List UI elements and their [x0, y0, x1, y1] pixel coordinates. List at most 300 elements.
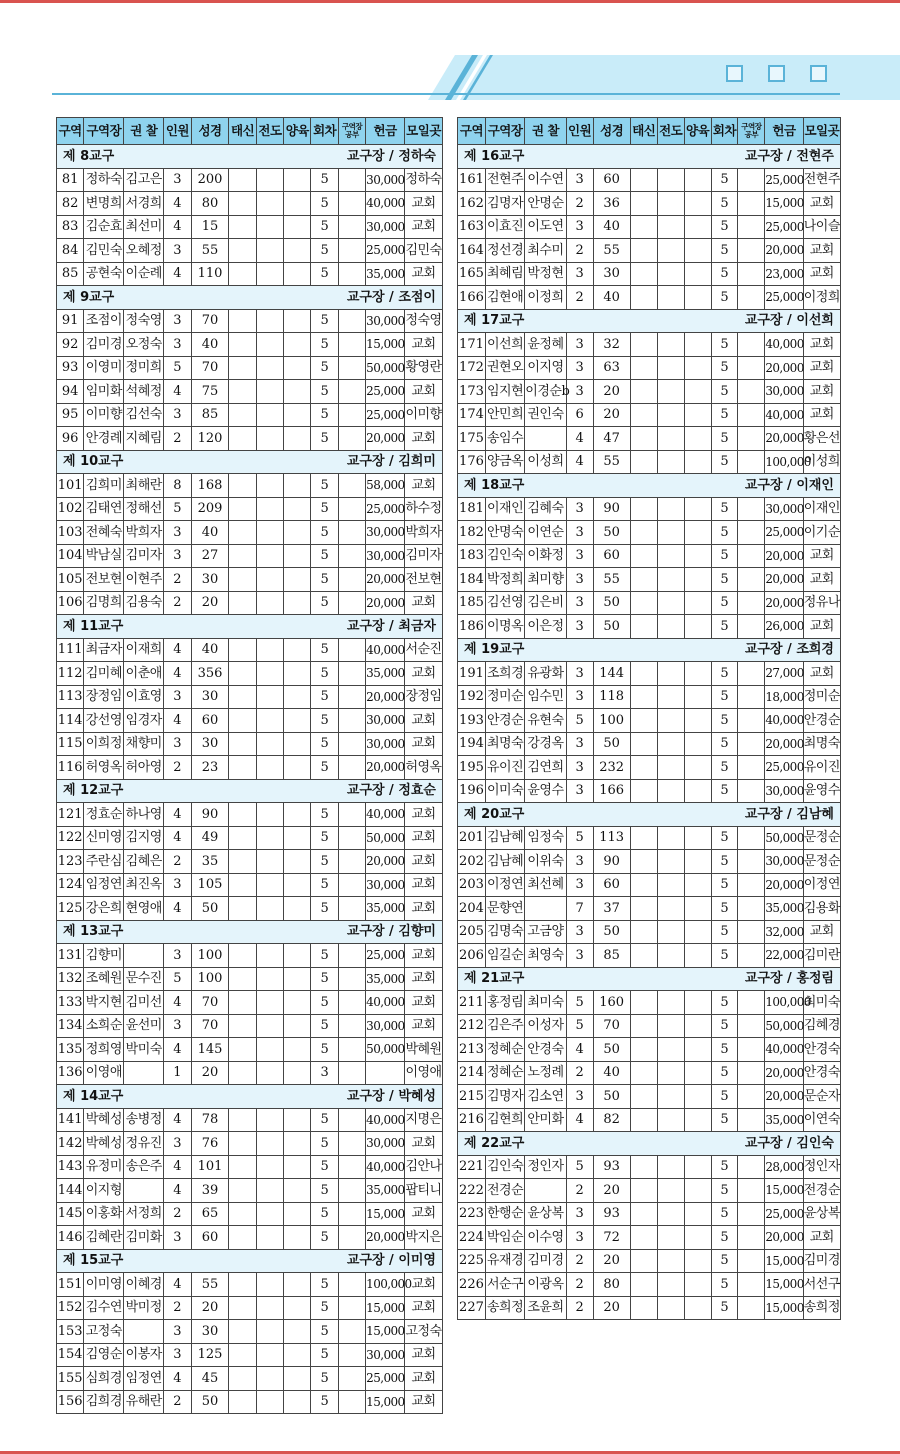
cell-district-no: 215 — [458, 1085, 486, 1109]
cell-nurture — [684, 897, 711, 921]
cell-district-leader: 김미경 — [84, 333, 124, 357]
table-row — [57, 638, 443, 662]
cell-sessions: 5 — [311, 1155, 338, 1179]
table-row — [57, 262, 443, 286]
cell-sessions: 5 — [711, 779, 738, 803]
cell-meeting-place: 나이슬 — [803, 215, 840, 239]
cell-nurture — [284, 1179, 311, 1203]
cell-leader-study — [338, 1343, 365, 1367]
cell-offering: 30,000 — [765, 497, 803, 521]
cell-evangelism — [256, 991, 283, 1015]
cell-prospect — [229, 1179, 256, 1203]
cell-district-no: 85 — [57, 262, 84, 286]
cell-nurture — [684, 403, 711, 427]
cell-exhorter: 강경옥 — [525, 732, 566, 756]
cell-offering: 20,000 — [765, 239, 803, 263]
cell-sessions: 5 — [311, 521, 338, 545]
cell-prospect — [229, 967, 256, 991]
cell-evangelism — [256, 309, 283, 333]
cell-members: 3 — [164, 403, 191, 427]
cell-exhorter: 지혜림 — [124, 427, 164, 451]
cell-bible: 20 — [191, 591, 229, 615]
cell-meeting-place: 교회 — [405, 262, 443, 286]
cell-sessions: 5 — [711, 1249, 738, 1273]
cell-sessions: 5 — [311, 991, 338, 1015]
cell-prospect — [229, 168, 256, 192]
cell-members: 4 — [164, 826, 191, 850]
cell-leader-study — [738, 568, 765, 592]
cell-district-no: 135 — [57, 1038, 84, 1062]
cell-leader-study — [738, 1085, 765, 1109]
cell-prospect — [229, 850, 256, 874]
table-row — [57, 215, 443, 239]
cell-evangelism — [657, 286, 684, 310]
cell-offering: 100,000 — [366, 1273, 405, 1297]
cell-members: 5 — [566, 709, 593, 733]
cell-meeting-place: 김미자 — [405, 544, 443, 568]
cell-prospect — [229, 427, 256, 451]
cell-prospect — [630, 239, 657, 263]
cell-nurture — [284, 662, 311, 686]
cell-evangelism — [657, 215, 684, 239]
cell-sessions: 5 — [311, 544, 338, 568]
cell-meeting-place: 전현주 — [803, 168, 840, 192]
cell-evangelism — [256, 356, 283, 380]
cell-members: 3 — [566, 380, 593, 404]
cell-evangelism — [657, 403, 684, 427]
cell-members: 4 — [164, 709, 191, 733]
cell-sessions: 5 — [711, 1108, 738, 1132]
cell-district-leader: 김민숙 — [84, 239, 124, 263]
cell-exhorter: 임수민 — [525, 685, 566, 709]
cell-bible: 47 — [593, 427, 630, 451]
cell-meeting-place: 교회 — [405, 709, 443, 733]
cell-prospect — [630, 873, 657, 897]
cell-nurture — [284, 168, 311, 192]
cell-meeting-place: 교회 — [405, 732, 443, 756]
col-header-evangelism: 전도 — [657, 118, 684, 145]
cell-exhorter: 정유진 — [124, 1132, 164, 1156]
cell-evangelism — [256, 262, 283, 286]
cell-nurture — [284, 591, 311, 615]
cell-bible: 209 — [191, 497, 229, 521]
col-header-exhorter: 권 찰 — [124, 118, 164, 145]
cell-meeting-place: 이정희 — [803, 286, 840, 310]
cell-bible: 30 — [191, 732, 229, 756]
cell-bible: 60 — [593, 873, 630, 897]
cell-exhorter: 서경희 — [124, 192, 164, 216]
cell-nurture — [684, 427, 711, 451]
cell-members: 4 — [164, 215, 191, 239]
parish-group-header — [57, 450, 443, 474]
parish-leader: 교구장 / 정하숙 — [346, 148, 436, 164]
cell-prospect — [630, 709, 657, 733]
cell-offering: 40,000 — [366, 192, 405, 216]
cell-district-no: 133 — [57, 991, 84, 1015]
cell-sessions: 5 — [311, 1390, 338, 1414]
parish-leader: 교구장 / 김인숙 — [744, 1135, 834, 1151]
table-row — [458, 1249, 841, 1273]
table-row — [458, 1179, 841, 1203]
cell-offering: 40,000 — [765, 333, 803, 357]
cell-nurture — [684, 333, 711, 357]
parish-title: 제 11교구 — [63, 618, 124, 634]
cell-sessions: 5 — [311, 850, 338, 874]
top-rule — [0, 0, 900, 3]
cell-district-leader: 김선영 — [485, 591, 524, 615]
table-row — [458, 568, 841, 592]
table-row — [458, 920, 841, 944]
cell-bible: 60 — [593, 544, 630, 568]
table-row — [57, 544, 443, 568]
cell-exhorter: 윤정혜 — [525, 333, 566, 357]
cell-prospect — [229, 873, 256, 897]
cell-evangelism — [657, 1085, 684, 1109]
cell-exhorter: 김연희 — [525, 756, 566, 780]
cell-sessions: 5 — [311, 309, 338, 333]
cell-district-leader: 이정연 — [485, 873, 524, 897]
cell-prospect — [630, 944, 657, 968]
cell-exhorter: 이정희 — [525, 286, 566, 310]
cell-evangelism — [657, 1226, 684, 1250]
cell-bible: 93 — [593, 1202, 630, 1226]
cell-prospect — [630, 1038, 657, 1062]
cell-sessions: 5 — [711, 1273, 738, 1297]
cell-evangelism — [657, 427, 684, 451]
cell-bible: 118 — [593, 685, 630, 709]
cell-members: 3 — [566, 591, 593, 615]
cell-nurture — [284, 568, 311, 592]
cell-evangelism — [256, 638, 283, 662]
parish-title: 제 8교구 — [63, 148, 115, 164]
cell-leader-study — [338, 192, 365, 216]
cell-offering: 20,000 — [366, 591, 405, 615]
col-header-leader-study: 구역장 공부 — [738, 118, 765, 145]
parish-group-header — [57, 1085, 443, 1109]
header-row — [57, 118, 443, 145]
cell-offering: 50,000 — [366, 356, 405, 380]
cell-leader-study — [738, 215, 765, 239]
cell-nurture — [684, 1202, 711, 1226]
cell-exhorter: 이위숙 — [525, 850, 566, 874]
cell-bible: 50 — [593, 920, 630, 944]
cell-bible: 55 — [191, 239, 229, 263]
cell-meeting-place: 전보현 — [405, 568, 443, 592]
parish-title: 제 9교구 — [63, 289, 115, 305]
cell-nurture — [684, 779, 711, 803]
cell-bible: 70 — [191, 1014, 229, 1038]
cell-members: 5 — [566, 1014, 593, 1038]
cell-sessions: 5 — [311, 685, 338, 709]
cell-meeting-place: 교회 — [803, 662, 840, 686]
cell-nurture — [684, 850, 711, 874]
cell-district-no: 125 — [57, 897, 84, 921]
cell-exhorter: 윤상복 — [525, 1202, 566, 1226]
cell-district-no: 131 — [57, 944, 84, 968]
cell-bible: 20 — [593, 1296, 630, 1320]
cell-bible: 160 — [593, 991, 630, 1015]
table-row — [57, 591, 443, 615]
table-row — [57, 685, 443, 709]
cell-sessions: 5 — [311, 427, 338, 451]
col-header-leader-study: 구역장 공부 — [338, 118, 365, 145]
table-row — [57, 803, 443, 827]
cell-offering: 40,000 — [366, 803, 405, 827]
table-row — [57, 1273, 443, 1297]
cell-nurture — [684, 615, 711, 639]
cell-exhorter: 이춘애 — [124, 662, 164, 686]
cell-sessions: 5 — [711, 732, 738, 756]
cell-nurture — [284, 826, 311, 850]
cell-district-no: 181 — [458, 497, 486, 521]
cell-evangelism — [657, 356, 684, 380]
cell-nurture — [284, 850, 311, 874]
cell-district-no: 194 — [458, 732, 486, 756]
cell-prospect — [630, 1296, 657, 1320]
cell-members: 3 — [164, 544, 191, 568]
table-row — [458, 1226, 841, 1250]
cell-bible: 90 — [593, 497, 630, 521]
cell-bible: 50 — [593, 521, 630, 545]
table-row — [458, 356, 841, 380]
cell-meeting-place: 이연숙 — [803, 1108, 840, 1132]
cell-offering: 22,000 — [765, 944, 803, 968]
cell-prospect — [229, 826, 256, 850]
cell-sessions: 5 — [311, 944, 338, 968]
table-row — [458, 215, 841, 239]
cell-offering: 100,000 — [765, 991, 803, 1015]
cell-evangelism — [256, 1061, 283, 1085]
cell-exhorter — [124, 944, 164, 968]
cell-offering: 15,000 — [765, 1273, 803, 1297]
table-row — [458, 685, 841, 709]
cell-members: 3 — [164, 1132, 191, 1156]
cell-meeting-place: 이성희 — [803, 450, 840, 474]
cell-bible: 20 — [593, 1179, 630, 1203]
cell-offering: 15,000 — [765, 1296, 803, 1320]
cell-district-no: 124 — [57, 873, 84, 897]
cell-sessions: 5 — [711, 1038, 738, 1062]
cell-exhorter: 조윤희 — [525, 1296, 566, 1320]
cell-offering: 20,000 — [765, 873, 803, 897]
cell-district-no: 144 — [57, 1179, 84, 1203]
cell-sessions: 5 — [311, 239, 338, 263]
cell-prospect — [630, 262, 657, 286]
cell-offering: 35,000 — [366, 662, 405, 686]
table-row — [458, 403, 841, 427]
cell-evangelism — [657, 662, 684, 686]
parish-group-header — [458, 474, 841, 498]
cell-leader-study — [738, 1108, 765, 1132]
cell-bible: 50 — [593, 591, 630, 615]
cell-meeting-place: 교회 — [803, 1226, 840, 1250]
cell-district-leader: 김명자 — [485, 1085, 524, 1109]
table-row — [57, 474, 443, 498]
cell-nurture — [284, 1226, 311, 1250]
cell-sessions: 5 — [711, 521, 738, 545]
cell-exhorter: 정미희 — [124, 356, 164, 380]
cell-bible: 76 — [191, 1132, 229, 1156]
cell-members: 3 — [566, 944, 593, 968]
cell-district-leader: 유재경 — [485, 1249, 524, 1273]
cell-exhorter: 유광화 — [525, 662, 566, 686]
cell-district-leader: 조희경 — [485, 662, 524, 686]
cell-leader-study — [338, 826, 365, 850]
cell-prospect — [229, 591, 256, 615]
cell-district-leader: 박지현 — [84, 991, 124, 1015]
table-row — [57, 309, 443, 333]
cell-members: 5 — [566, 826, 593, 850]
cell-offering: 20,000 — [366, 427, 405, 451]
cell-district-leader: 김순효 — [84, 215, 124, 239]
cell-meeting-place: 김민숙 — [405, 239, 443, 263]
cell-members: 3 — [566, 873, 593, 897]
cell-meeting-place: 교회 — [405, 1273, 443, 1297]
cell-offering: 30,000 — [366, 1343, 405, 1367]
cell-nurture — [284, 897, 311, 921]
table-row — [458, 192, 841, 216]
header-stripe-graphic — [0, 0, 900, 100]
cell-bible: 60 — [191, 1226, 229, 1250]
cell-leader-study — [338, 1202, 365, 1226]
cell-members: 3 — [566, 779, 593, 803]
cell-meeting-place: 고정숙 — [405, 1320, 443, 1344]
table-row — [458, 1108, 841, 1132]
cell-exhorter: 김미경 — [525, 1249, 566, 1273]
cell-prospect — [229, 1343, 256, 1367]
cell-meeting-place: 김혜경 — [803, 1014, 840, 1038]
cell-district-leader: 주란심 — [84, 850, 124, 874]
cell-bible: 50 — [593, 1038, 630, 1062]
cell-meeting-place: 이미향 — [405, 403, 443, 427]
left-roster-table — [56, 117, 443, 1414]
cell-leader-study — [738, 286, 765, 310]
cell-district-leader: 홍정림 — [485, 991, 524, 1015]
cell-evangelism — [657, 709, 684, 733]
cell-nurture — [684, 1249, 711, 1273]
cell-bible: 70 — [593, 1014, 630, 1038]
cell-sessions: 5 — [711, 1085, 738, 1109]
cell-members: 4 — [164, 897, 191, 921]
cell-exhorter: 김은비 — [525, 591, 566, 615]
cell-offering: 25,000 — [366, 944, 405, 968]
cell-nurture — [684, 826, 711, 850]
cell-leader-study — [738, 1202, 765, 1226]
cell-district-leader: 한행순 — [485, 1202, 524, 1226]
cell-evangelism — [256, 427, 283, 451]
cell-offering: 28,000 — [765, 1155, 803, 1179]
table-row — [458, 779, 841, 803]
table-row — [57, 239, 443, 263]
cell-district-no: 106 — [57, 591, 84, 615]
cell-prospect — [630, 333, 657, 357]
cell-district-no: 204 — [458, 897, 486, 921]
cell-nurture — [684, 591, 711, 615]
cell-exhorter — [525, 897, 566, 921]
parish-group-header — [57, 615, 443, 639]
cell-nurture — [684, 685, 711, 709]
cell-evangelism — [657, 991, 684, 1015]
cell-members: 4 — [164, 192, 191, 216]
cell-evangelism — [657, 1179, 684, 1203]
cell-district-leader: 김혜란 — [84, 1226, 124, 1250]
cell-evangelism — [256, 1155, 283, 1179]
cell-district-no: 212 — [458, 1014, 486, 1038]
cell-bible: 72 — [593, 1226, 630, 1250]
parish-group-header — [57, 779, 443, 803]
parish-leader: 교구장 / 김희미 — [346, 454, 436, 470]
cell-meeting-place: 안경숙 — [803, 1061, 840, 1085]
cell-sessions: 5 — [711, 991, 738, 1015]
cell-bible: 50 — [191, 897, 229, 921]
cell-prospect — [229, 662, 256, 686]
cell-members: 3 — [566, 756, 593, 780]
cell-sessions: 5 — [711, 215, 738, 239]
cell-exhorter: 석혜정 — [124, 380, 164, 404]
cell-members: 5 — [164, 356, 191, 380]
table-row — [458, 262, 841, 286]
cell-meeting-place: 교회 — [405, 1390, 443, 1414]
cell-evangelism — [657, 732, 684, 756]
cell-sessions: 5 — [311, 568, 338, 592]
cell-members: 3 — [566, 850, 593, 874]
cell-sessions: 5 — [311, 356, 338, 380]
cell-bible: 55 — [593, 239, 630, 263]
cell-leader-study — [738, 1061, 765, 1085]
parish-group-header — [57, 920, 443, 944]
cell-district-no: 112 — [57, 662, 84, 686]
cell-members: 4 — [164, 1038, 191, 1062]
cell-members: 4 — [164, 1108, 191, 1132]
cell-offering: 40,000 — [366, 1155, 405, 1179]
cell-district-leader: 김미혜 — [84, 662, 124, 686]
cell-sessions: 5 — [711, 239, 738, 263]
cell-nurture — [284, 333, 311, 357]
cell-leader-study — [338, 568, 365, 592]
cell-leader-study — [338, 1038, 365, 1062]
cell-leader-study — [738, 544, 765, 568]
cell-offering: 25,000 — [765, 215, 803, 239]
cell-leader-study — [738, 615, 765, 639]
cell-evangelism — [256, 944, 283, 968]
cell-sessions: 5 — [711, 1014, 738, 1038]
cell-offering: 50,000 — [765, 826, 803, 850]
cell-members: 5 — [566, 1155, 593, 1179]
cell-prospect — [630, 685, 657, 709]
cell-leader-study — [338, 1320, 365, 1344]
parish-title: 제 13교구 — [63, 924, 124, 940]
cell-nurture — [284, 262, 311, 286]
cell-meeting-place: 교회 — [405, 1202, 443, 1226]
cell-bible: 15 — [191, 215, 229, 239]
cell-evangelism — [657, 779, 684, 803]
cell-offering: 25,000 — [366, 497, 405, 521]
cell-sessions: 5 — [311, 826, 338, 850]
cell-offering: 40,000 — [366, 638, 405, 662]
cell-sessions: 5 — [311, 168, 338, 192]
cell-meeting-place: 팝티니 — [405, 1179, 443, 1203]
cell-offering: 35,000 — [765, 1108, 803, 1132]
cell-members: 4 — [164, 662, 191, 686]
cell-district-leader: 박남실 — [84, 544, 124, 568]
cell-members: 3 — [566, 168, 593, 192]
cell-prospect — [630, 568, 657, 592]
col-header-evangelism: 전도 — [256, 118, 283, 145]
table-row — [458, 1014, 841, 1038]
cell-prospect — [229, 709, 256, 733]
table-row — [57, 1202, 443, 1226]
parish-title: 제 15교구 — [63, 1253, 124, 1269]
